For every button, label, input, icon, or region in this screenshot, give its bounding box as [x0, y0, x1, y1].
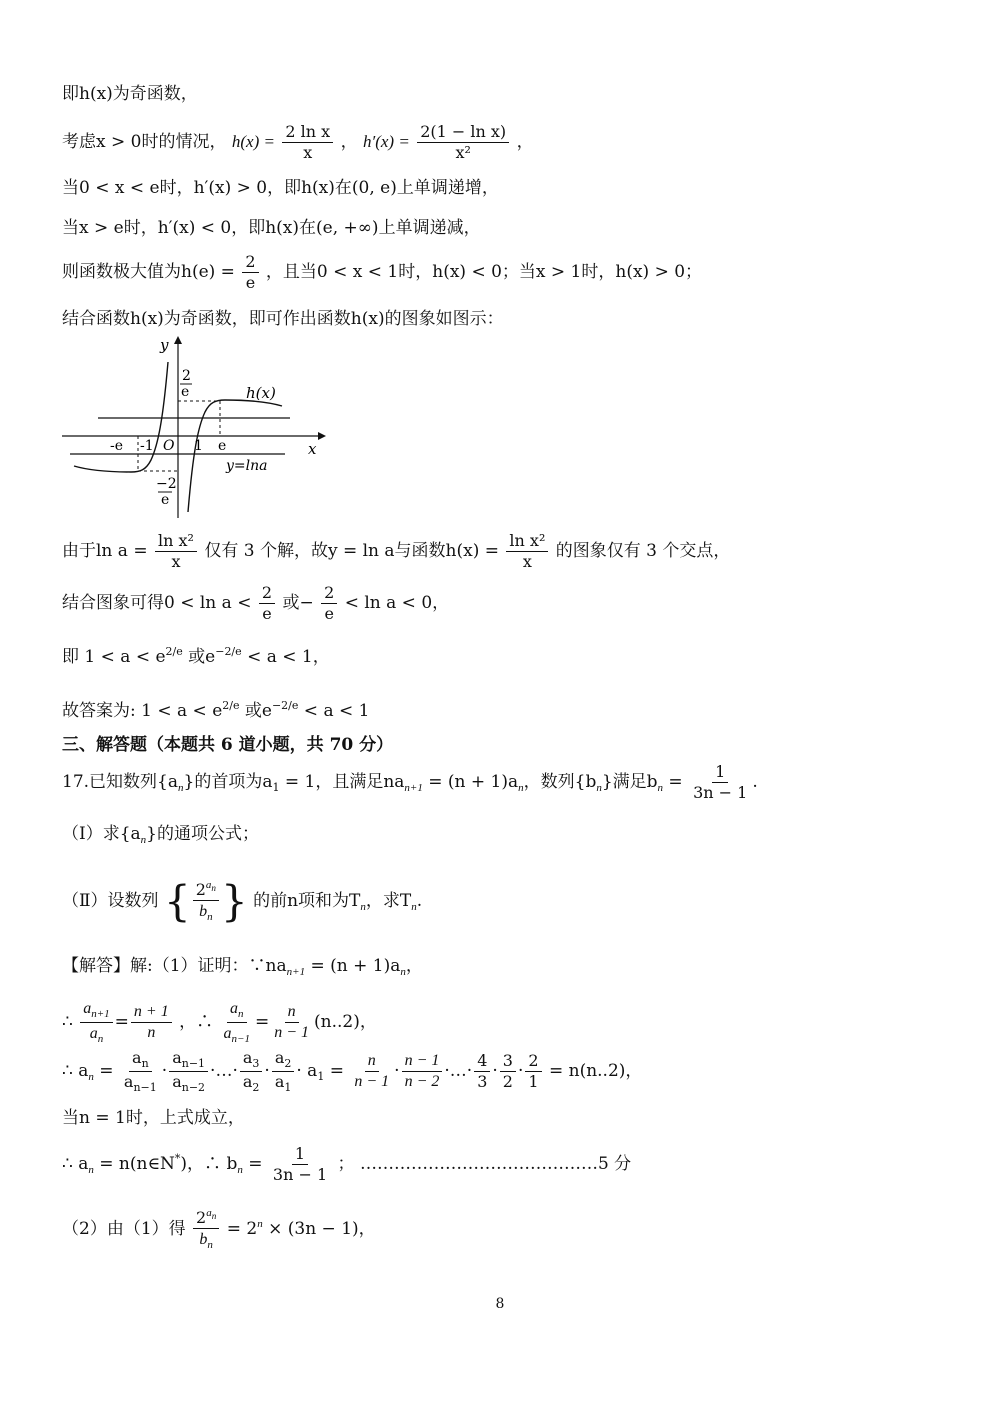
exp-2-over-e: 2/e — [165, 645, 183, 658]
prod-4: $\frac{a_2}{a_1}$ — [272, 1050, 295, 1093]
x-axis-label: x — [308, 440, 317, 458]
text-line-9 — [62, 646, 330, 666]
q17c: = 1，且满足na — [279, 772, 405, 792]
lnx2-over-x-1: $\frac{\text{ln x²}}{x}$ — [155, 533, 197, 570]
s3b: = — [93, 1061, 114, 1081]
question-17: 17.已知数列$\{a_n\}$的首项为$a_1 = 1$，且满足$na_{n+1} = (n + 1)a_n$，数列$\{b_n\}$满足$b_n$ = $\frac{1}{3n - 1}$ . — [62, 762, 758, 802]
h-curve-positive — [188, 400, 282, 512]
text-line-10 — [62, 700, 369, 720]
q17b: }的首项为a — [183, 772, 273, 792]
p2d: . — [416, 891, 423, 911]
solution-5: ∴ $a_n$ = n(n∈N*)，∴ $b_n$ = $\frac{1}{3n - 1}$ ； ……………………………………5 分 — [62, 1144, 632, 1184]
two-over-e-3: $\frac{2}{e}$ — [321, 585, 337, 622]
s1b: = (n + 1)a — [305, 956, 401, 976]
function-graph — [60, 332, 330, 522]
lna-label: y=lna — [226, 458, 268, 474]
section-heading: 三、解答题（本题共 6 道小题，共 70 分） — [62, 735, 394, 755]
prod-8: $\frac{3}{2}$ — [500, 1053, 516, 1090]
l7c: 的图象仅有 3 个交点， — [555, 541, 731, 561]
s6b: = 2 — [221, 1219, 258, 1239]
l9c: 或e — [188, 647, 216, 667]
2an-over-bn-b: $\frac{2^{a_n}}{b_n}$ — [193, 1208, 219, 1251]
bottom-frac-num: −2 — [156, 476, 177, 492]
text-line-1: 即h(x)为奇函数， — [62, 84, 198, 104]
page-number: 8 — [495, 1296, 505, 1312]
q17d: = (n + 1)a — [422, 772, 519, 792]
q17h: . — [752, 772, 758, 792]
one-over-3n-minus-1-b: $\frac{1}{3n - 1}$ — [272, 1144, 328, 1184]
neg-e-label: -e — [110, 438, 124, 454]
line5-prefix: 则函数极大值为h(e) = — [62, 262, 241, 282]
exp-neg-2-over-e-b: −2/e — [271, 699, 299, 712]
y-axis-label: y — [160, 336, 169, 354]
text-line-4: 当x > e时，h′(x) < 0，即h(x)在(e, +∞)上单调递减， — [62, 218, 481, 238]
exp-neg-2-over-e: −2/e — [215, 645, 242, 658]
2an-over-bn: $\frac{2^{a_n}}{b_n}$ — [193, 880, 219, 923]
h-fraction: $\frac{\text{2 ln x}}{x}$ — [282, 124, 333, 161]
s5e: ； ……………………………………5 分 — [337, 1154, 632, 1174]
text-line-6: 结合函数h(x)为奇函数，即可作出函数h(x)的图象如图示： — [62, 309, 504, 329]
q17f: }满足b — [601, 772, 658, 792]
ratio-3: $\frac{a_n}{a_{n-1}}$ — [223, 1000, 250, 1045]
prod-2: $\frac{a_{n-1}}{a_{n-2}}$ — [169, 1050, 208, 1093]
solution-3: ∴ $a_n$ = $\frac{a_n}{a_{n-1}}$ · $\frac{a_{n-1}}{a_{n-2}}$ ·…· $\frac{a_3}{a_2}$ · $\frac{a_2}{a_1}$ · $a_1$ = $\frac{n}{n - 1}$ · $\frac{n - 1}{n - 2}$ ·…· $\frac{4}{3}$ · $\frac{3}{2}$ · $\frac{2}{1}$ = n(n..2)， — [62, 1048, 643, 1094]
l10d: < a < 1 — [303, 701, 370, 721]
h-curve-negative — [74, 362, 168, 472]
two-over-e: $\frac{2}{e}$ — [242, 254, 258, 291]
l7a: 由于ln a = — [62, 541, 148, 561]
hprime-def: h′(x) = — [362, 132, 410, 151]
neg-one-label: -1 — [140, 438, 154, 454]
p1a: （Ⅰ）求{a — [62, 824, 141, 844]
p1b: }的通项公式； — [146, 824, 259, 844]
solution-6: （2）由（1）得 $\frac{2^{a_n}}{b_n}$ = $2^n \times (3n - 1)$， — [62, 1207, 376, 1251]
q17g: = — [663, 772, 683, 792]
s5d: = — [242, 1154, 263, 1174]
l10a: 故答案为: — [62, 701, 136, 721]
two-over-e-2: $\frac{2}{e}$ — [259, 585, 275, 622]
p2a: （Ⅱ）设数列 — [62, 891, 159, 911]
part-2: （Ⅱ）设数列 { $\frac{2^{a_n}}{b_n}$ } 的前n项和为$T_n$，求$T_n$. — [62, 876, 423, 926]
text-line-3: 当0 < x < e时，h′(x) > 0，即h(x)在(0, e)上单调递增， — [62, 178, 499, 198]
ratio-1: $\frac{a_{n+1}}{a_n}$ — [80, 1000, 112, 1045]
s2a: ∴ — [62, 1012, 73, 1032]
prod-3: $\frac{a_3}{a_2}$ — [240, 1050, 263, 1093]
solution-4: 当n = 1时，上式成立， — [62, 1108, 245, 1128]
l9d: < a < 1， — [247, 647, 330, 667]
hprime-fraction: $\frac{\text{2(1 − ln x)}}{\text{x²}}$ — [417, 124, 509, 161]
s6c: × (3n − 1)， — [262, 1219, 376, 1239]
l8b: 或− — [282, 593, 314, 613]
l9b: 1 < a < e — [84, 647, 166, 667]
text-line-2 — [62, 124, 534, 161]
s2b: ，∴ — [179, 1012, 214, 1032]
prod-1: $\frac{a_n}{a_{n-1}}$ — [123, 1048, 157, 1094]
comma: ， — [340, 132, 358, 152]
part-1: （Ⅰ）求$\{a_n\}$的通项公式； — [62, 824, 259, 846]
prod-9: $\frac{2}{1}$ — [525, 1053, 541, 1090]
prod-6: $\frac{n - 1}{n - 2}$ — [402, 1053, 443, 1090]
s6a: （2）由（1）得 — [62, 1219, 186, 1239]
s3a: ∴ a — [62, 1061, 89, 1081]
top-frac-den: e — [181, 384, 190, 400]
one-over-3n-minus-1: $\frac{1}{3n - 1}$ — [693, 762, 748, 802]
l9a: 即 — [62, 647, 79, 667]
x-axis-arrow — [318, 432, 326, 440]
origin-label: O — [163, 438, 175, 454]
line5-suffix: ，且当0 < x < 1时，h(x) < 0；当x > 1时，h(x) > 0； — [265, 262, 703, 282]
text-line-8 — [62, 585, 449, 622]
line2-prefix: 考虑x > 0时的情况， — [62, 132, 227, 152]
l10c: 或e — [244, 701, 272, 721]
s5c: )，∴ b — [180, 1154, 238, 1174]
hx-label: h(x) — [246, 384, 276, 402]
s1c: ， — [405, 956, 423, 976]
prod-5: $\frac{n}{n - 1}$ — [354, 1052, 390, 1090]
q17a: 17.已知数列{a — [62, 772, 178, 792]
p2c: ，求T — [365, 891, 412, 911]
exp-2-over-e-b: 2/e — [222, 699, 240, 712]
solution-1: 【解答】解:（1）证明：$\because na_{n+1} = (n + 1)a_n$， — [62, 956, 423, 978]
text-line-5 — [62, 254, 702, 291]
s1a: 【解答】解:（1）证明：∵na — [62, 956, 287, 976]
y-axis-arrow — [174, 336, 182, 344]
l8a: 结合图象可得0 < ln a < — [62, 593, 252, 613]
lnx2-over-x-2: $\frac{\text{ln x²}}{x}$ — [506, 533, 548, 570]
ratio-4: $\frac{n}{n - 1}$ — [274, 1003, 310, 1041]
s5b: = n(n∈N — [93, 1154, 175, 1174]
solution-2: ∴ $\frac{a_{n+1}}{a_n}$ = $\frac{n + 1}{n}$ ，∴ $\frac{a_n}{a_{n-1}}$ = $\frac{n}{n - 1}$ (n..2)， — [62, 1000, 377, 1045]
left-brace: { — [163, 876, 191, 926]
bottom-frac-den: e — [161, 492, 170, 508]
right-brace: } — [220, 876, 248, 926]
top-frac-num: 2 — [182, 368, 191, 384]
e-label: e — [218, 438, 227, 454]
s5a: ∴ a — [62, 1154, 89, 1174]
l10b: 1 < a < e — [141, 701, 223, 721]
one-label: 1 — [194, 438, 203, 454]
s3c: = n(n..2)， — [543, 1061, 643, 1081]
comma: ， — [516, 132, 534, 152]
text-line-7 — [62, 533, 730, 570]
h-def: h(x) = — [231, 132, 275, 151]
p2b: 的前n项和为T — [253, 891, 361, 911]
prod-7: $\frac{4}{3}$ — [474, 1053, 490, 1090]
l7b: 仅有 3 个解，故y = ln a与函数h(x) = — [204, 541, 499, 561]
l8c: < ln a < 0， — [344, 593, 450, 613]
ratio-2: $\frac{n + 1}{n}$ — [131, 1004, 172, 1041]
s2c: (n..2)， — [314, 1012, 377, 1032]
q17e: ，数列{b — [523, 772, 597, 792]
